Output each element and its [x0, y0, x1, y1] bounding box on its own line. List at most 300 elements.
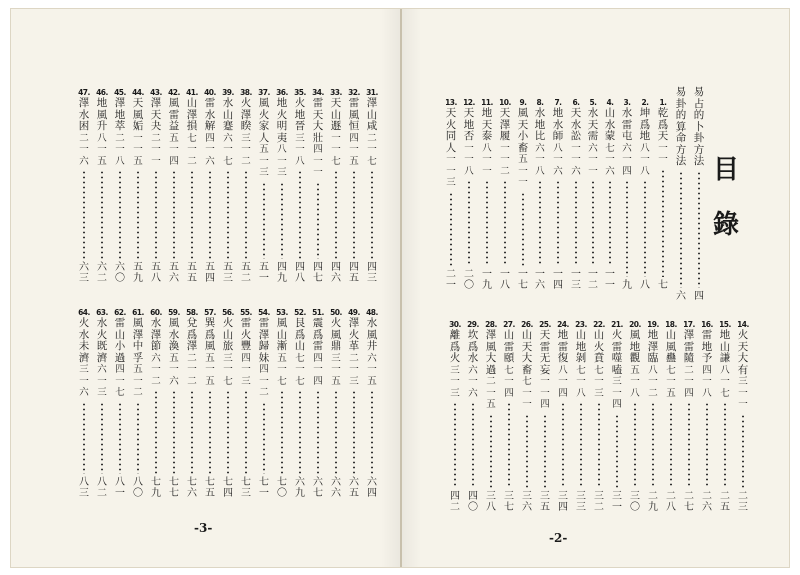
page-ref: 七九 — [151, 477, 161, 499]
toc-entry — [639, 99, 651, 291]
entry-number: 31. — [366, 88, 378, 97]
trigram-code: 八一二 — [648, 364, 658, 399]
entry-title: 地澤臨 — [647, 329, 659, 364]
entry-number: 34. — [312, 88, 324, 97]
toc-entry — [276, 89, 288, 284]
page-ref: 六〇 — [115, 262, 125, 284]
page-ref: 三五 — [540, 491, 550, 513]
page-ref: 六 — [676, 291, 686, 302]
trigram-code: 七一五 — [666, 364, 676, 399]
trigram-code: 三一四 — [612, 376, 622, 410]
leader-dots — [504, 180, 506, 266]
trigram-code: 六一八 — [535, 142, 545, 177]
entry-title: 澤水困 — [78, 97, 90, 132]
entry-number: 47. — [78, 88, 90, 97]
entry-title: 天雷无妄 — [539, 329, 551, 376]
entry-number: 44. — [132, 88, 144, 97]
page-ref: 一七 — [518, 269, 528, 291]
entry-title: 離爲火 — [449, 329, 461, 364]
entry-title: 雷澤歸妹 — [258, 317, 270, 364]
leader-dots — [670, 402, 672, 488]
page-ref: 一六 — [535, 269, 545, 291]
entry-number: 58. — [186, 308, 198, 317]
leader-dots — [742, 414, 744, 489]
entry-title: 澤地萃 — [114, 97, 126, 132]
entry-number: 2. — [641, 98, 649, 107]
entry-title: 山火賁 — [593, 329, 605, 364]
toc-entry — [258, 89, 270, 284]
entry-title: 巽爲風 — [204, 317, 216, 352]
toc-entry — [557, 321, 569, 513]
entry-title: 山雷頤 — [503, 329, 515, 364]
entry-number: 35. — [294, 88, 306, 97]
leader-dots — [155, 170, 157, 259]
entry-number: 64. — [78, 308, 90, 317]
leader-dots — [490, 414, 492, 489]
leader-dots — [353, 170, 355, 259]
entry-title: 水雷屯 — [621, 107, 633, 142]
entry-number: 7. — [554, 98, 562, 107]
toc-entry — [481, 99, 493, 291]
book-spread — [10, 8, 790, 568]
entry-title: 兌爲澤 — [186, 317, 198, 352]
leader-dots — [317, 390, 319, 474]
entry-number: 28. — [485, 320, 497, 329]
toc-entry — [366, 89, 378, 284]
page-ref: 一四 — [553, 269, 563, 291]
trigram-code: 四一四 — [313, 352, 323, 387]
entry-title: 水天需 — [587, 107, 599, 142]
trigram-code: 三一二 — [241, 132, 251, 167]
entry-number: 12. — [463, 98, 475, 107]
page-ref: 五一 — [259, 262, 269, 284]
entry-number: 18. — [665, 320, 677, 329]
trigram-code: 五一八 — [630, 364, 640, 399]
entry-title: 天山遯 — [330, 97, 342, 132]
page-ref: 四八 — [295, 262, 305, 284]
trigram-code: 七一二 — [187, 132, 197, 167]
toc-entry — [611, 321, 623, 513]
page-ref: 六五 — [349, 477, 359, 499]
entry-title: 風火家人 — [258, 97, 270, 144]
trigram-code: 一一六 — [571, 142, 581, 177]
page-ref: 八三 — [79, 477, 89, 499]
entry-number: 1. — [659, 98, 667, 107]
leader-dots — [680, 171, 682, 289]
trigram-code: 八一六 — [553, 142, 563, 177]
entry-title: 天地否 — [463, 107, 475, 142]
leader-dots — [263, 182, 265, 260]
toc-entry — [78, 309, 90, 499]
entry-title: 艮爲山 — [294, 317, 306, 352]
leader-dots — [335, 390, 337, 474]
entry-title: 雷地予 — [701, 329, 713, 364]
entry-title: 風澤中孚 — [132, 317, 144, 364]
toc-entry — [570, 99, 582, 291]
entry-number: 50. — [330, 308, 342, 317]
entry-title: 地山謙 — [719, 329, 731, 364]
entry-number: 11. — [481, 98, 493, 107]
entry-number: 38. — [240, 88, 252, 97]
entry-title: 地天泰 — [481, 107, 493, 142]
entry-number: 41. — [186, 88, 198, 97]
trigram-code: 六一一 — [588, 142, 598, 177]
leader-dots — [557, 180, 559, 266]
toc-entry — [449, 321, 461, 513]
entry-number: 5. — [589, 98, 597, 107]
toc-entry — [467, 321, 479, 513]
entry-title: 地雷復 — [557, 329, 569, 364]
entry-title: 風水渙 — [168, 317, 180, 352]
entry-title: 風山漸 — [276, 317, 288, 352]
page-ref: 五二 — [241, 262, 251, 284]
toc-entry — [114, 89, 126, 284]
page-ref: 五六 — [169, 262, 179, 284]
toc-entry — [701, 321, 713, 513]
page-ref: 一八 — [500, 269, 510, 291]
entry-number: 36. — [276, 88, 288, 97]
trigram-code: 四一八 — [702, 364, 712, 399]
page-ref: 八一 — [115, 477, 125, 499]
page-ref: 四二 — [450, 491, 460, 513]
entry-title: 火地晉 — [294, 97, 306, 132]
leader-dots — [209, 390, 211, 474]
leader-dots — [598, 402, 600, 488]
toc-entry — [168, 89, 180, 284]
entry-title: 山風蠱 — [665, 329, 677, 364]
trigram-code: 六一五 — [367, 352, 377, 387]
page-ref: 五四 — [205, 262, 215, 284]
page-ref: 三八 — [486, 491, 496, 513]
entry-title: 水山蹇 — [222, 97, 234, 132]
page-ref: 六七 — [313, 477, 323, 499]
toc-entry — [503, 321, 515, 513]
page-ref: 三四 — [558, 491, 568, 513]
intro-entry — [693, 87, 705, 302]
trigram-code: 三一七 — [223, 352, 233, 387]
toc-entry — [587, 99, 599, 291]
leader-dots — [281, 182, 283, 260]
entry-number: 25. — [539, 320, 551, 329]
leader-dots — [609, 180, 611, 266]
entry-number: 46. — [96, 88, 108, 97]
leader-dots — [450, 192, 452, 267]
trigram-code: 二一四 — [684, 364, 694, 399]
entry-title: 天澤履 — [499, 107, 511, 142]
page-ref: 四 — [694, 291, 704, 302]
page-ref: 六二 — [97, 262, 107, 284]
page-ref: 一九 — [482, 269, 492, 291]
leader-dots — [562, 402, 564, 488]
trigram-code: 一一三 — [446, 154, 456, 188]
leader-dots — [101, 170, 103, 259]
leader-dots — [371, 390, 373, 474]
page-ref: 四九 — [277, 262, 287, 284]
toc-entry — [96, 309, 108, 499]
entry-number: 4. — [606, 98, 614, 107]
page-ref: 二八 — [666, 491, 676, 513]
leader-dots — [209, 170, 211, 259]
leader-dots — [119, 170, 121, 259]
entry-number: 60. — [150, 308, 162, 317]
leader-dots — [101, 402, 103, 475]
trigram-code: 一一 — [658, 142, 668, 165]
entry-title: 火水未濟 — [78, 317, 90, 364]
entry-title: 天風姤 — [132, 97, 144, 132]
entry-title: 澤雷隨 — [683, 329, 695, 364]
entry-number: 32. — [348, 88, 360, 97]
trigram-code: 三一六 — [79, 364, 89, 398]
trigram-code: 二一三 — [349, 352, 359, 387]
page-ref: 四六 — [331, 262, 341, 284]
trigram-code: 二一七 — [367, 132, 377, 167]
leader-dots — [245, 390, 247, 474]
toc-entry — [222, 309, 234, 499]
trigram-code: 一一五 — [133, 132, 143, 167]
page-ref: 七七 — [169, 477, 179, 499]
leader-dots — [644, 180, 646, 277]
page-ref: 九 — [622, 280, 632, 291]
entry-number: 49. — [348, 308, 360, 317]
toc-entry — [258, 309, 270, 499]
entry-title: 雷天大壯 — [312, 97, 324, 144]
entry-number: 55. — [240, 308, 252, 317]
page-ref: 一二 — [588, 269, 598, 291]
leader-dots — [508, 402, 510, 488]
leader-dots — [155, 390, 157, 474]
entry-number: 16. — [701, 320, 713, 329]
trigram-code: 八一七 — [720, 364, 730, 399]
trigram-code: 三一三 — [450, 364, 460, 399]
entry-number: 3. — [623, 98, 631, 107]
toc-entry — [499, 99, 511, 291]
trigram-code: 五一七 — [277, 352, 287, 387]
leader-dots — [454, 402, 456, 488]
page-ref: 三二 — [594, 491, 604, 513]
page-ref: 二六 — [702, 491, 712, 513]
entry-number: 27. — [503, 320, 515, 329]
toc-entry — [521, 321, 533, 513]
toc-entry — [575, 321, 587, 513]
toc-entry — [517, 99, 529, 291]
entry-title: 火風鼎 — [330, 317, 342, 352]
trigram-code: 八一四 — [558, 364, 568, 399]
toc-entry — [186, 89, 198, 284]
entry-number: 33. — [330, 88, 342, 97]
toc-entry — [348, 89, 360, 284]
page-ref: 五九 — [133, 262, 143, 284]
leader-dots — [281, 390, 283, 474]
book-gutter — [400, 9, 402, 567]
entry-number: 22. — [593, 320, 605, 329]
trigram-code: 八一一 — [482, 142, 492, 177]
entry-title: 天水訟 — [570, 107, 582, 142]
entry-title: 風天小畜 — [517, 107, 529, 154]
leader-dots — [616, 414, 618, 489]
entry-number: 53. — [276, 308, 288, 317]
title-char-1: 目 — [713, 155, 740, 185]
page-ref: 三七 — [504, 491, 514, 513]
trigram-code: 五一四 — [169, 132, 179, 167]
page-ref: 五五 — [187, 262, 197, 284]
entry-number: 39. — [222, 88, 234, 97]
trigram-code: 八一八 — [640, 142, 650, 177]
leader-dots — [634, 402, 636, 488]
entry-number: 37. — [258, 88, 270, 97]
leader-dots — [173, 170, 175, 259]
leader-dots — [662, 169, 664, 278]
page-ref: 三一 — [612, 491, 622, 513]
leader-dots — [468, 180, 470, 266]
trigram-code: 八一三 — [277, 144, 287, 178]
trigram-code: 五一三 — [259, 144, 269, 178]
entry-title: 坤爲地 — [639, 107, 651, 142]
entry-number: 57. — [204, 308, 216, 317]
entry-title: 水地比 — [534, 107, 546, 142]
trigram-code: 一一二 — [500, 142, 510, 177]
trigram-code: 七一八 — [576, 364, 586, 399]
trigram-code: 四一六 — [205, 132, 215, 167]
toc-entry — [150, 89, 162, 284]
trigram-code: 四一一 — [313, 144, 323, 178]
page-ref: 二一 — [446, 269, 456, 291]
entry-title: 風地觀 — [629, 329, 641, 364]
leader-dots — [227, 390, 229, 474]
toc-entry — [463, 99, 475, 291]
leader-dots — [191, 390, 193, 474]
leader-dots — [486, 180, 488, 266]
page-ref: 五三 — [223, 262, 233, 284]
trigram-code: 四一二 — [259, 364, 269, 398]
leader-dots — [119, 402, 121, 475]
entry-title: 水火既濟 — [96, 317, 108, 364]
entry-title: 澤山咸 — [366, 97, 378, 132]
leader-dots — [724, 402, 726, 488]
leader-dots — [353, 390, 355, 474]
toc-entry — [485, 321, 497, 513]
toc-entry — [534, 99, 546, 291]
page-ref: 八 — [640, 280, 650, 291]
leader-dots — [299, 390, 301, 474]
trigram-code: 七一三 — [594, 364, 604, 399]
entry-number: 13. — [445, 98, 457, 107]
leader-dots — [698, 171, 700, 289]
page-ref: 三六 — [522, 491, 532, 513]
trigram-code: 三一一 — [738, 376, 748, 410]
trigram-code: 四一七 — [115, 364, 125, 398]
entry-title: 水澤節 — [150, 317, 162, 352]
trigram-code: 三一五 — [331, 352, 341, 387]
trigram-code: 六一四 — [622, 142, 632, 177]
leader-dots — [137, 402, 139, 475]
page-ref: 二五 — [720, 491, 730, 513]
toc-entry — [132, 89, 144, 284]
trigram-code: 七一七 — [295, 352, 305, 387]
page-ref: 八〇 — [133, 477, 143, 499]
toc-entry — [539, 321, 551, 513]
trigram-code: 四一三 — [241, 352, 251, 387]
entry-title: 坎爲水 — [467, 329, 479, 364]
trigram-code: 一一七 — [331, 132, 341, 167]
entry-number: 43. — [150, 88, 162, 97]
toc-entry — [647, 321, 659, 513]
entry-number: 63. — [96, 308, 108, 317]
leader-dots — [526, 414, 528, 489]
page-ref: 六九 — [295, 477, 305, 499]
entry-number: 10. — [499, 98, 511, 107]
entry-number: 29. — [467, 320, 479, 329]
entry-number: 45. — [114, 88, 126, 97]
leader-dots — [245, 170, 247, 259]
entry-number: 9. — [519, 98, 527, 107]
page-ref: 七五 — [205, 477, 215, 499]
page-ref: 八二 — [97, 477, 107, 499]
trigram-code: 二一一 — [151, 132, 161, 167]
leader-dots — [83, 402, 85, 475]
entry-number: 62. — [114, 308, 126, 317]
page-ref: 六六 — [331, 477, 341, 499]
entry-number: 48. — [366, 308, 378, 317]
entry-title: 震爲雷 — [312, 317, 324, 352]
toc-entry — [294, 309, 306, 499]
entry-title: 山天大畜 — [521, 329, 533, 376]
toc-entry — [276, 309, 288, 499]
page-ref: 四〇 — [468, 491, 478, 513]
entry-title: 山澤損 — [186, 97, 198, 132]
entry-number: 51. — [312, 308, 324, 317]
leader-dots — [580, 402, 582, 488]
trigram-code: 七一一 — [522, 376, 532, 410]
entry-number: 20. — [629, 320, 641, 329]
page-ref: 七一 — [259, 477, 269, 499]
leader-dots — [626, 180, 628, 277]
toc-entry — [114, 309, 126, 499]
entry-number: 15. — [719, 320, 731, 329]
entry-title: 山水蒙 — [604, 107, 616, 142]
entry-title: 澤天夬 — [150, 97, 162, 132]
trigram-code: 六一三 — [97, 364, 107, 398]
toc-entry — [96, 89, 108, 284]
leader-dots — [592, 180, 594, 266]
entry-title: 地水師 — [552, 107, 564, 142]
entry-number: 17. — [683, 320, 695, 329]
trigram-code: 五一一 — [518, 154, 528, 188]
entry-number: 30. — [449, 320, 461, 329]
entry-title: 雷風恒 — [348, 97, 360, 132]
trigram-code: 二一五 — [486, 376, 496, 410]
toc-entry — [186, 309, 198, 499]
page-ref: 七六 — [187, 477, 197, 499]
entry-title: 火山旅 — [222, 317, 234, 352]
toc-entry — [621, 99, 633, 291]
trigram-code: 五一二 — [133, 364, 143, 398]
entry-number: 40. — [204, 88, 216, 97]
toc-entry — [150, 309, 162, 499]
entry-number: 56. — [222, 308, 234, 317]
page-number-left: -3- — [194, 521, 213, 535]
page-ref: 一三 — [571, 269, 581, 291]
entry-number: 54. — [258, 308, 270, 317]
toc-entry — [330, 309, 342, 499]
leader-dots — [83, 170, 85, 259]
leader-dots — [227, 170, 229, 259]
leader-dots — [317, 182, 319, 260]
entry-title: 雷山小過 — [114, 317, 126, 364]
toc-entry — [222, 89, 234, 284]
entry-number: 21. — [611, 320, 623, 329]
page-ref: 七〇 — [277, 477, 287, 499]
toc-entry — [665, 321, 677, 513]
